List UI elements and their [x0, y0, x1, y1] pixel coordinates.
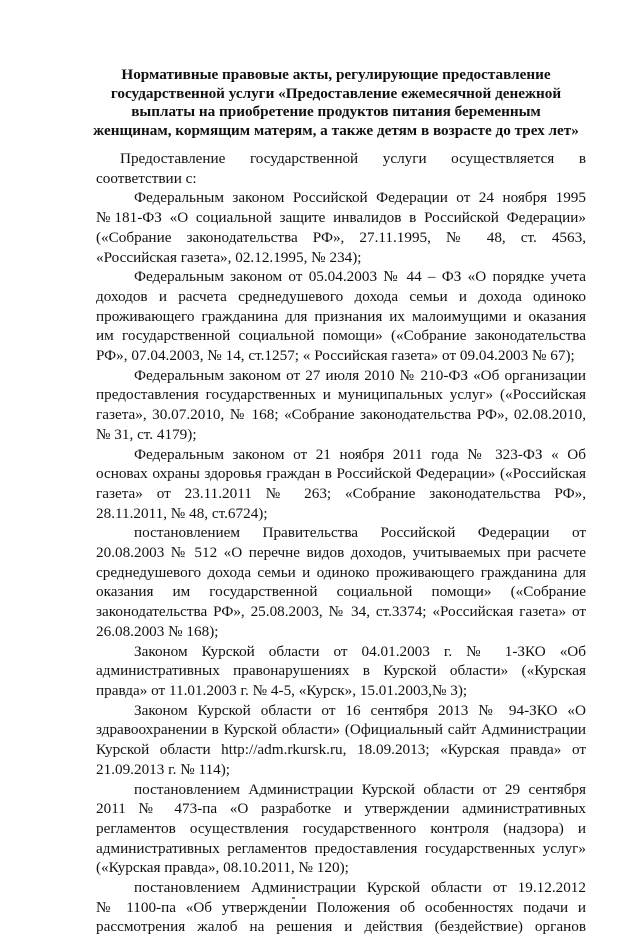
text-line: («Собрание законодательства РФ», 27.11.1995, № 48, ст. 4563, [96, 228, 586, 246]
text-line: постановлением Администрации Курской области от 29 сентября [134, 780, 586, 798]
text-line: газета», 30.07.2010, № 168; «Собрание законодательства РФ», 02.08.2010, [96, 406, 586, 424]
title-line: женщинам, кормящим матерям, а также детям в возрасте до трех лет» [93, 121, 579, 139]
text-line: («Курская правда», 08.10.2011, № 120); [96, 859, 349, 877]
text-line: законодательства РФ», 25.08.2003, № 34, ст.3374; «Российская газета» от [96, 603, 586, 621]
text-line: №181-ФЗ «О социальной защите инвалидов в Российской Федерации» [96, 209, 586, 227]
text-line: 21.09.2013 г. № 114); [96, 760, 231, 778]
text-line: административных правонарушениях в Курской области» («Курская [96, 662, 586, 680]
text-line: административных регламентов предоставления государственных услуг» [96, 839, 586, 857]
text-line: № 1100-па «Об утверждении Положения об особенностях подачи и [96, 898, 586, 916]
title-line: государственной услуги «Предоставление ежемесячной денежной [110, 84, 562, 102]
regional-law-paragraph-1zko [96, 642, 586, 701]
text-line: Федеральным законом от 05.04.2003 № 44 – ФЗ «О порядке учета [134, 268, 586, 286]
text-line: Курской области http://adm.rkursk.ru, 18.09.2013; «Курская правда» от [96, 741, 586, 759]
text-line: правда» от 11.01.2003 г. № 4-5, «Курск», 15.01.2003,№ 3); [96, 681, 468, 699]
law-paragraph-323fz [96, 445, 586, 524]
law-paragraph-44fz [96, 267, 586, 366]
decree-paragraph-473pa [96, 780, 586, 879]
text-line: среднедушевого дохода семьи и одиноко проживающего гражданина для [96, 563, 586, 581]
document-title [86, 66, 586, 140]
text-line: Федеральным законом от 21 ноября 2011 года № 323-ФЗ « Об [134, 445, 586, 463]
title-line: выплаты на приобретение продуктов питания беременным [131, 103, 541, 121]
text-line: проживающего гражданина для признания их малоимущими и оказания [96, 307, 586, 325]
decree-paragraph-512 [96, 523, 586, 641]
text-line: Предоставление государственной услуги осуществляется в [120, 150, 586, 167]
decree-paragraph-1100pa [96, 878, 586, 937]
title-line: Нормативные правовые акты, регулирующие предоставление [121, 66, 551, 83]
text-line: РФ», 07.04.2003, № 14, ст.1257; « Российская газета» от 09.04.2003 № 67); [96, 347, 575, 365]
intro-paragraph [96, 149, 586, 188]
text-line: основах охраны здоровья граждан в Российской Федерации» («Российская [96, 465, 586, 483]
text-line: 20.08.2003 № 512 «О перечне видов доходов, учитываемых при расчете [96, 544, 586, 562]
text-line: 28.11.2011, № 48, ст.6724); [96, 504, 268, 522]
text-line: 26.08.2003 № 168); [96, 622, 219, 640]
document-body [96, 149, 586, 937]
text-line: № 31, ст. 4179); [96, 425, 197, 443]
text-line: Законом Курской области от 04.01.2003 г. № 1-ЗКО «Об [134, 642, 586, 660]
text-line: газета» от 23.11.2011 № 263; «Собрание законодательства РФ», [96, 484, 586, 502]
text-line: предоставления государственных и муниципальных услуг» («Российская [96, 386, 586, 404]
text-line: регламентов осуществления государственного контроля (надзора) и [96, 819, 586, 837]
text-line: «Российская газета», 02.12.1995, № 234); [96, 248, 362, 266]
text-line: Законом Курской области от 16 сентября 2013 № 94-ЗКО «О [134, 701, 586, 719]
scan-speck [292, 897, 295, 899]
text-line: Федеральным законом от 27 июля 2010 № 210-ФЗ «Об организации [134, 366, 586, 384]
text-line: Федеральным законом Российской Федерации от 24 ноября 1995 [134, 189, 586, 207]
text-line: рассмотрения жалоб на решения и действия (бездействие) органов [96, 918, 586, 936]
text-line: соответствии с: [96, 169, 197, 187]
text-line: доходов и расчета среднедушевого дохода семьи и дохода одиноко [96, 287, 586, 305]
law-paragraph-210fz [96, 366, 586, 445]
regional-law-paragraph-94zko [96, 701, 586, 780]
text-line: оказания им государственной социальной помощи» («Собрание [96, 583, 586, 601]
law-paragraph-181fz [96, 188, 586, 267]
text-line: постановлением Правительства Российской Федерации от [134, 524, 586, 542]
text-line: здравоохранении в Курской области» (Официальный сайт Администрации [96, 721, 586, 739]
text-line: 2011 № 473-па «О разработке и утверждении административных [96, 800, 586, 818]
text-line: постановлением Администрации Курской области от 19.12.2012 [134, 879, 586, 897]
text-line: им государственной социальной помощи» («Собрание законодательства [96, 327, 586, 345]
